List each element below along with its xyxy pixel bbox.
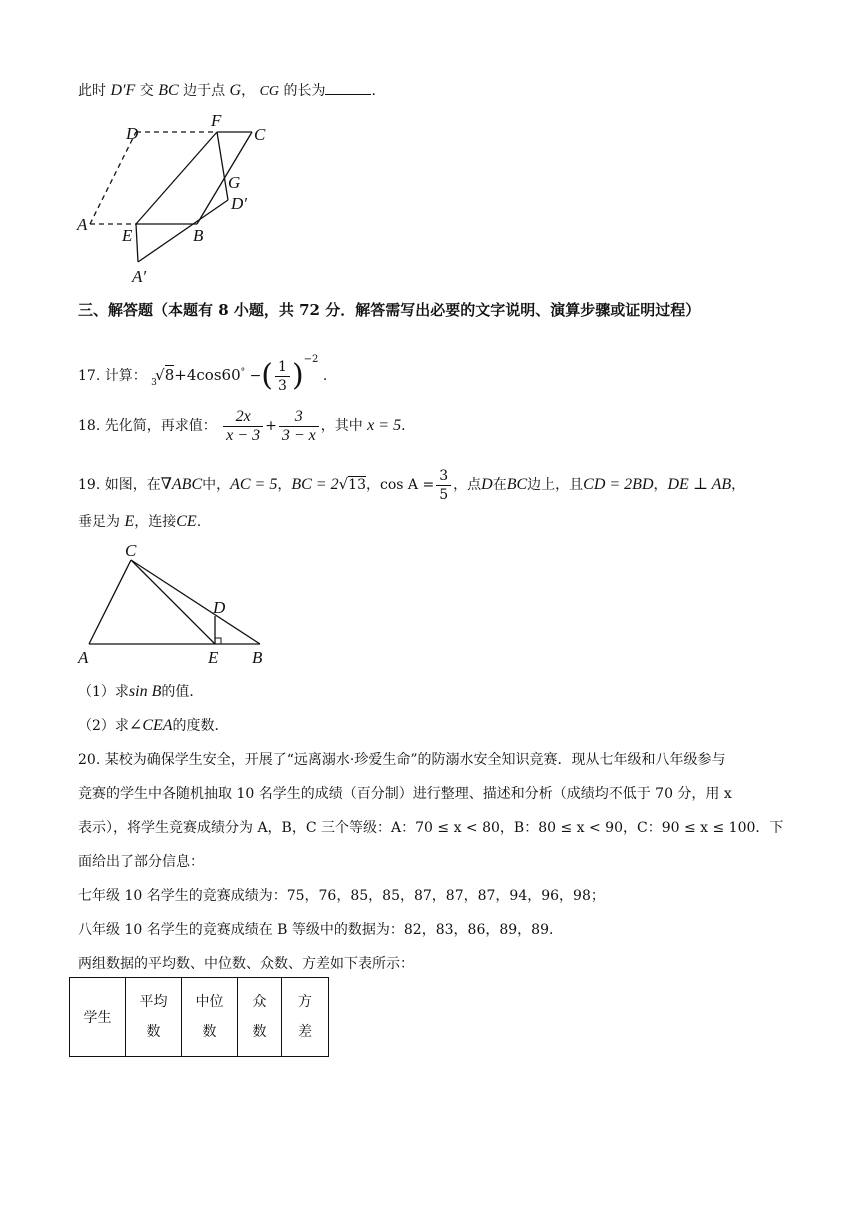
parallelogram-fold-figure: [72, 108, 292, 293]
table-intro: 两组数据的平均数、中位数、众数、方差如下表所示：: [78, 956, 414, 972]
segment-dprime-f: D′F: [110, 82, 136, 99]
label-e: E: [208, 648, 219, 667]
label-b: B: [193, 226, 204, 245]
label-a-prime: A′: [132, 267, 147, 286]
question-20-line2: 竞赛的学生中各随机抽取 10 名学生的成绩（百分制）进行整理、描述和分析（成绩均不低于 70 分，用 x: [78, 786, 732, 802]
label-d: D: [126, 124, 139, 143]
question-20-line1: 20. 某校为确保学生安全，开展了“远离溺水·珍爱生命”的防溺水安全知识竞赛．现从七年级和八年级参与: [78, 752, 726, 768]
edge-d-prime-a-prime: [138, 200, 228, 262]
header-mean: 平均 数: [126, 978, 182, 1057]
question-19-line2: 垂足为 E，连接CE.: [78, 513, 202, 530]
dashed-edge-ad: [90, 132, 136, 224]
header-student: 学生: [70, 978, 126, 1057]
section-heading: 三、解答题（本题有 8 小题，共 72 分．解答需写出必要的文字说明、演算步骤或证明过程）: [78, 301, 701, 319]
edge-fd-prime: [217, 132, 228, 200]
question-20-line4: 面给出了部分信息：: [78, 854, 204, 870]
label-g: G: [228, 173, 241, 192]
header-mode: 众 数: [238, 978, 282, 1057]
table-row: [70, 978, 329, 1057]
segment-ce: [131, 560, 215, 644]
label-a: A: [78, 648, 89, 667]
header-variance: 方 差: [282, 978, 329, 1057]
side-cb: [131, 560, 260, 644]
q16-answer-line: 此时 D′F 交 BC 边于点 G， CG 的长为 .: [78, 82, 376, 99]
cube-root: 3 √8: [151, 366, 175, 388]
label-e: E: [122, 226, 133, 245]
header-median: 中位 数: [182, 978, 238, 1057]
label-f: F: [211, 111, 222, 130]
right-angle-mark: [215, 638, 221, 644]
label-a: A: [77, 215, 88, 234]
label-c: C: [254, 125, 266, 144]
label-d: D: [213, 598, 226, 617]
question-19-part1: （1）求sin B的值．: [78, 683, 204, 700]
edge-e-a-prime: [136, 224, 138, 262]
question-18: 18. 先化简，再求值： $\frac{2x}{x - 3}$ + $\frac{3}{3 - x}$ ，其中 x = 5.: [78, 407, 406, 444]
label-d-prime: D′: [231, 194, 247, 213]
grade8-b-scores: 八年级 10 名学生的竞赛成绩在 B 等级中的数据为：82，83，86，89，89．: [78, 922, 563, 938]
question-19-line1: 19. 如图，在∇ABC中，AC = 5，BC = 2√13，cos A = $\frac{3}{5}$ ，点D在BC边上，且CD = 2BD，DE ⊥ AB，: [78, 467, 746, 503]
label-b: B: [252, 648, 263, 667]
side-ac: [89, 560, 131, 644]
grade7-scores: 七年级 10 名学生的竞赛成绩为：75，76，85，85，87，87，87，94，96，98；: [78, 888, 605, 904]
triangle-abc-figure: [74, 540, 274, 670]
stats-table: [69, 977, 329, 1057]
answer-blank: [325, 80, 371, 95]
question-17: 17. 计算： 3 √8+4cos60° −( $\frac{1}{3}$ )$^{-2}$ .: [78, 338, 327, 398]
question-19-part2: （2）求∠CEA的度数．: [78, 717, 229, 734]
question-20-line3: 表示），将学生竞赛成绩分为 A，B，C 三个等级：A：70 ≤ x < 80，B：80 ≤ x < 90，C：90 ≤ x ≤ 100．下: [78, 820, 784, 836]
label-c: C: [125, 541, 137, 560]
